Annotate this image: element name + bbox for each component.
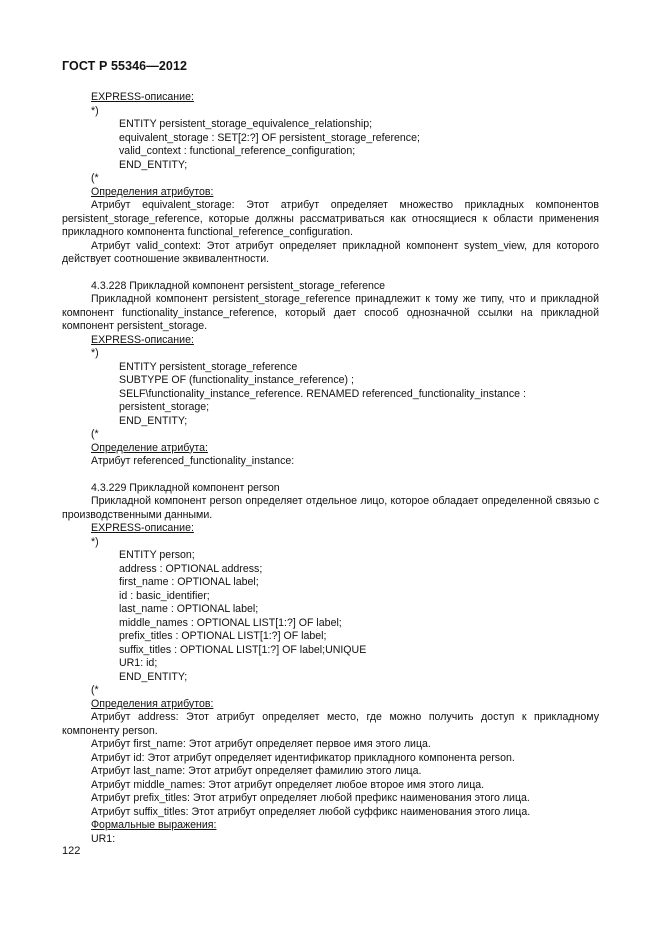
attribute-paragraph: Атрибут prefix_titles: Этот атрибут определяет любой префикс наименования этого лица. (91, 792, 530, 804)
code-line: middle_names : OPTIONAL LIST[1:?] OF label; (119, 616, 342, 629)
code-line: valid_context : functional_reference_configuration; (119, 145, 356, 157)
page-number: 122 (62, 845, 81, 857)
code-line: first_name : OPTIONAL label; (119, 576, 259, 588)
attribute-paragraph: Атрибут id: Этот атрибут определяет идентификатор прикладного компонента person. (91, 751, 515, 764)
attribute-label: Определение атрибута: (91, 441, 208, 454)
formal-expressions-label: Формальные выражения: (91, 819, 217, 831)
formal-expression-ur1: UR1: (91, 832, 116, 845)
attribute-paragraph: Атрибут valid_context: Этот атрибут определяет прикладной компонент system_view, для которого действует соотношение эквивалентности. (62, 239, 599, 265)
attributes-label: Определения атрибутов: (91, 185, 214, 198)
comment-close: (* (91, 172, 99, 184)
code-line: last_name : OPTIONAL label; (119, 603, 259, 615)
comment-close: (* (91, 684, 99, 696)
comment-open: *) (91, 347, 99, 359)
code-line: address : OPTIONAL address; (119, 562, 263, 575)
attribute-paragraph: Атрибут equivalent_storage: Этот атрибут определяет множество прикладных компонентов persistent_storage_reference, которые должны рассматриваться как относящиеся к области применения прикладного компонента functional_reference_configuration. (62, 199, 599, 238)
code-line: END_ENTITY; (119, 414, 188, 427)
express-label: EXPRESS-описание: (91, 91, 194, 103)
section-heading: 4.3.229 Прикладной компонент person (91, 481, 280, 494)
comment-close: (* (91, 428, 99, 440)
attributes-label: Определения атрибутов: (91, 697, 214, 710)
document-header: ГОСТ Р 55346—2012 (62, 59, 188, 73)
page-content (62, 91, 599, 846)
attribute-paragraph: Атрибут first_name: Этот атрибут определяет первое имя этого лица. (91, 738, 431, 750)
code-line: id : basic_identifier; (119, 589, 210, 602)
attribute-paragraph: Атрибут suffix_titles: Этот атрибут определяет любой суффикс наименования этого лица. (91, 805, 531, 818)
comment-open: *) (91, 535, 99, 548)
code-line: SUBTYPE OF (functionality_instance_reference) ; (119, 374, 354, 386)
spacer (62, 267, 599, 280)
code-line: END_ENTITY; (119, 670, 188, 683)
code-line: ENTITY person; (119, 549, 195, 561)
section-paragraph: Прикладной компонент persistent_storage_reference принадлежит к тому же типу, что и прикладной компонент functionality_instance_reference, который дает способ однозначной ссылки на прикладной компонент persistent_storage. (62, 293, 599, 332)
section-4-3-229 (62, 482, 599, 847)
comment-open: *) (91, 104, 99, 117)
code-line: END_ENTITY; (119, 158, 188, 171)
express-label: EXPRESS-описание: (91, 522, 194, 534)
attribute-paragraph: Атрибут middle_names: Этот атрибут определяет любое второе имя этого лица. (91, 778, 485, 791)
section-4-3-228 (62, 280, 599, 469)
code-line: SELF\functionality_instance_reference. RENAMED referenced_functionality_instance : persistent_storage; (119, 387, 526, 413)
attribute-paragraph: Атрибут address: Этот атрибут определяет место, где можно получить доступ к прикладному компоненту person. (62, 711, 599, 737)
code-line: equivalent_storage : SET[2:?] OF persistent_storage_reference; (119, 131, 420, 144)
express-label: EXPRESS-описание: (91, 333, 194, 346)
code-line: UR1: id; (119, 657, 158, 669)
code-line: ENTITY persistent_storage_reference (119, 360, 298, 373)
section-heading: 4.3.228 Прикладной компонент persistent_storage_reference (91, 279, 386, 292)
attribute-paragraph: Атрибут last_name: Этот атрибут определяет фамилию этого лица. (91, 765, 422, 777)
code-line: ENTITY persistent_storage_equivalence_relationship; (119, 118, 373, 130)
code-line: prefix_titles : OPTIONAL LIST[1:?] OF label; (119, 630, 327, 642)
express-block-equivalence (62, 91, 599, 267)
spacer (62, 469, 599, 482)
code-line: suffix_titles : OPTIONAL LIST[1:?] OF label;UNIQUE (119, 643, 367, 656)
section-paragraph: Прикладной компонент person определяет отдельное лицо, которое обладает определенной связью с производственными данными. (62, 495, 599, 521)
attribute-paragraph: Атрибут referenced_functionality_instance: (91, 455, 295, 467)
